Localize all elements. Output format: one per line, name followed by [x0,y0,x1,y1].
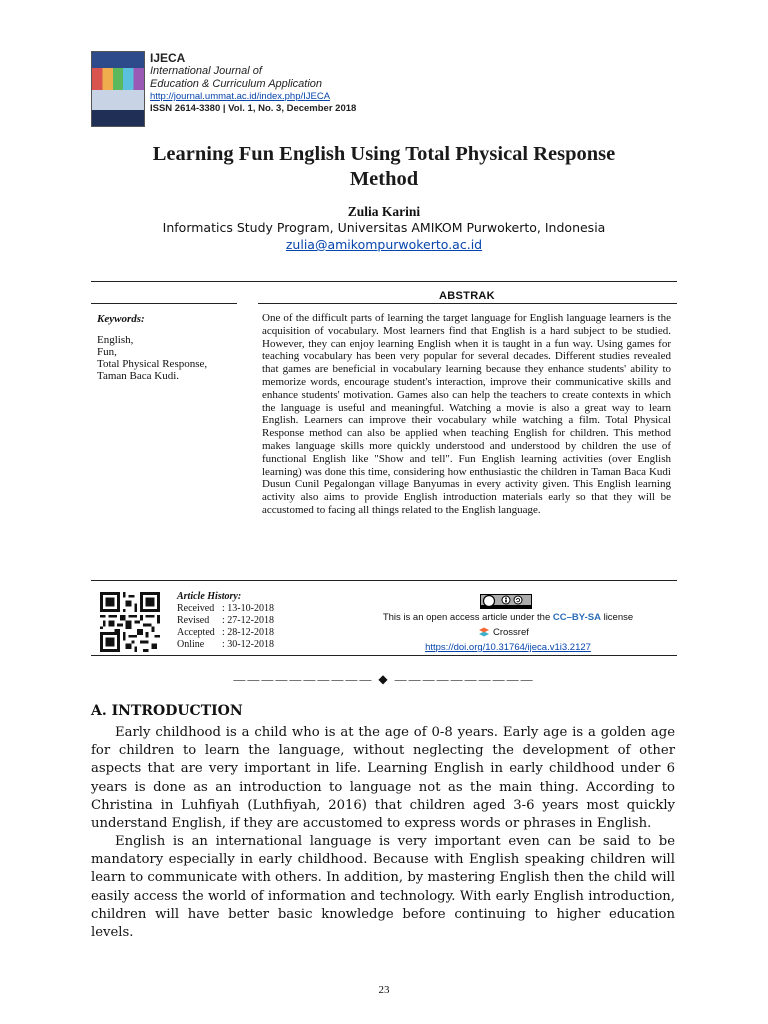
history-accepted-date: : 28-12-2018 [222,627,274,638]
author-affiliation: Informatics Study Program, Universitas AMIKOM Purwokerto, Indonesia [162,220,606,235]
cc-by-sa-badge-icon[interactable] [480,594,532,609]
history-online-label: Online [177,639,205,650]
journal-abbr: IJECA [150,51,186,65]
license-cc-link[interactable]: CC–BY-SA [552,612,601,623]
section-separator: —————————— ◆ —————————— [233,672,535,686]
author-email-link[interactable]: zulia@amikompurwokerto.ac.id [285,237,483,252]
keywords-rule [91,303,237,304]
keyword-item: Fun, [97,346,117,358]
crossref-label: Crossref [493,626,529,638]
introduction-paragraph-1: Early childhood is a child who is at the age of 0-8 years. Early age is a golden age for children to learn the language, without neglecting the development of other aspects that are very important in life. Learning English in early childhood under 6 years is done as an introduction to language not as the main thing. According to Christina in Luhfiyah (Luthfiyah, 2016) that children aged 3-6 years most quickly understand English, if they are accustomed to express words or phrases in English. [91,725,675,832]
section-heading-introduction: A. INTRODUCTION [91,703,243,719]
keyword-item: Taman Baca Kudi. [97,370,180,382]
keyword-item: English, [97,334,134,346]
keywords-heading: Keywords: [97,313,145,325]
info-bottom-rule [91,655,677,656]
journal-info [150,51,356,115]
crossref-badge[interactable] [478,626,529,638]
title-line-2: Method [349,168,419,190]
license-suffix: license [600,612,634,623]
history-received-label: Received [177,603,215,614]
history-revised-label: Revised [177,615,210,626]
page-number: 23 [378,984,390,996]
license-prefix: This is an open access article under the [382,612,553,623]
abstract-heading: ABSTRAK [439,290,495,302]
qr-code-icon [100,592,160,652]
journal-name-line1: International Journal of [150,65,262,77]
top-rule [91,281,677,282]
keywords-list [97,334,207,382]
article-history-heading: Article History: [177,591,242,602]
author-name: Zulia Karini [347,204,421,219]
history-revised [177,615,274,627]
abstract-body: One of the difficult parts of learning the target language for English language learners is the acquisition of vocabulary. Most learners find that English is a hard subject to be studied. However, they can enjoy learning English when it is taught in a fun way. Using games for teaching vocabulary has been very popular for several decades. Different studies revealed that games are beneficial in vocabulary learning because they enhance students' ability to memorize words, encourage student's interaction, improve their communicative skills and enhance students' motivation. Games also can help the teachers to create contexts in which the language is useful and meaningful. Watching a movie is also a great way to learn English. Learners can improve their vocabulary while watching a film. Total Physical Response method can also be applied when teaching English for children. This method makes language skills more quickly understood and understood by children the use of functional English like "Show and tell". Fun English learning activities (over English learning) was done this time, considering how enthusiastic the children in Taman Baca Kudi Dusun Cunil Pegalongan village Banyumas in every activity given. This English learning activity also aims to provide English introduction materials early so that they will be accustomed to facing all things related to the English language. [262,312,671,516]
keyword-item: Total Physical Response, [97,358,208,370]
history-received [177,603,274,615]
history-accepted-label: Accepted [177,627,215,638]
title-line-1: Learning Fun English Using Total Physical Response [152,143,616,165]
journal-cover-image [91,51,145,127]
history-revised-date: : 27-12-2018 [222,615,274,626]
history-accepted [177,627,274,639]
journal-name-line2: Education & Curriculum Application [150,78,323,90]
abstract-rule [258,303,677,304]
paper-title [60,142,708,192]
doi-link[interactable]: https://doi.org/10.31764/ijeca.v1i3.2127 [425,642,591,653]
history-online-date: : 30-12-2018 [222,639,274,650]
crossref-logo-icon [478,626,490,638]
journal-url-link[interactable]: http://journal.ummat.ac.id/index.php/IJECA [150,91,331,102]
journal-issn: ISSN 2614-3380 | Vol. 1, No. 3, December 2018 [150,103,357,114]
info-top-rule [91,580,677,581]
introduction-paragraph-2: English is an international language is very important even can be said to be mandatory especially in early childhood. Because with English speaking children will learn to communicate with others. In addition, by mastering English then the child will easily access the world of information and technology. With early English introduction, children will have better basic knowledge before continuing to higher education levels. [91,834,675,941]
history-received-date: : 13-10-2018 [222,603,274,614]
history-online [177,639,274,651]
license-text [310,612,706,623]
